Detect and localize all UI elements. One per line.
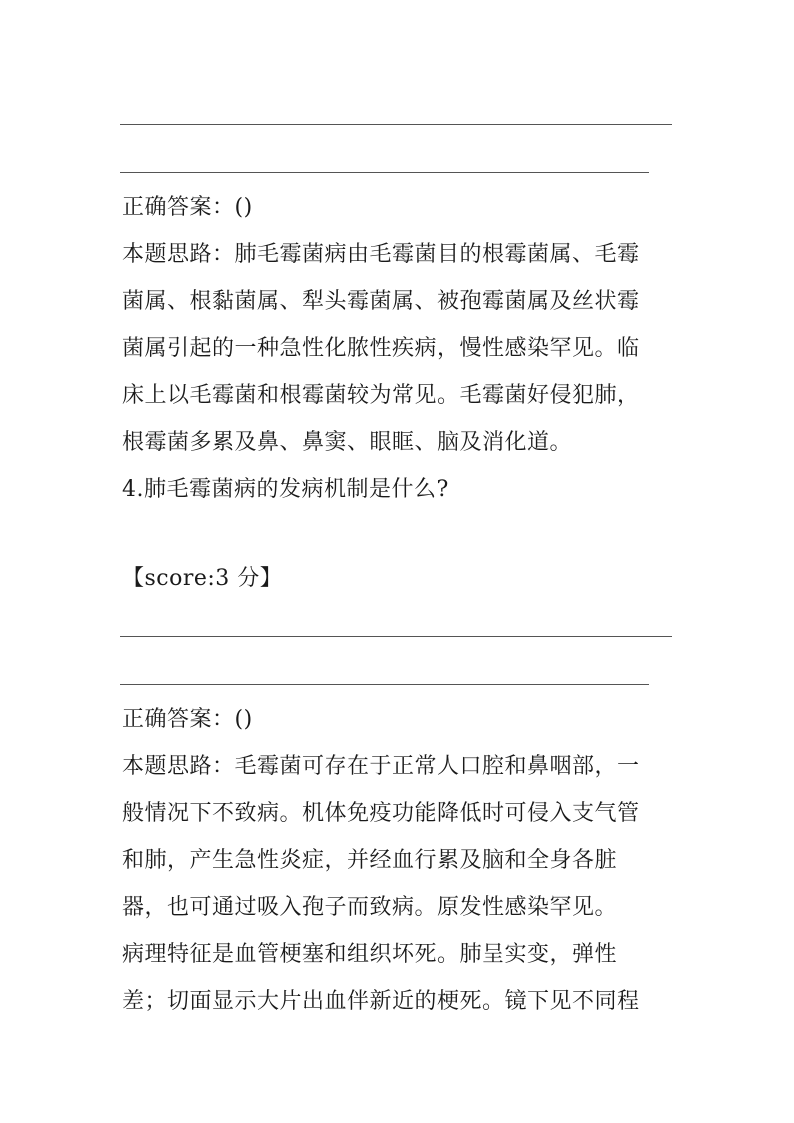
answer-blank-line — [120, 172, 649, 173]
answer-blank-line — [120, 684, 649, 685]
correct-answer-label: 正确答案：() — [122, 195, 253, 220]
explanation-line: 本题思路：肺毛霉菌病由毛霉菌目的根霉菌属、毛霉 — [122, 242, 640, 267]
correct-answer-label: 正确答案：() — [122, 707, 253, 732]
question-score: 【score:3 分】 — [122, 566, 283, 591]
answer-blank-line — [120, 636, 672, 637]
question-text: 4.肺毛霉菌病的发病机制是什么? — [122, 477, 449, 502]
explanation-line: 菌属、根黏菌属、犁头霉菌属、被孢霉菌属及丝状霉 — [122, 289, 640, 314]
explanation-line: 菌属引起的一种急性化脓性疾病，慢性感染罕见。临 — [122, 336, 640, 361]
explanation-line: 本题思路：毛霉菌可存在于正常人口腔和鼻咽部，一 — [122, 754, 640, 779]
explanation-line: 差；切面显示大片出血伴新近的梗死。镜下见不同程 — [122, 989, 640, 1014]
explanation-line: 般情况下不致病。机体免疫功能降低时可侵入支气管 — [122, 801, 640, 826]
explanation-line: 床上以毛霉菌和根霉菌较为常见。毛霉菌好侵犯肺， — [122, 383, 640, 408]
explanation-line: 根霉菌多累及鼻、鼻窦、眼眶、脑及消化道。 — [122, 430, 573, 455]
explanation-line: 病理特征是血管梗塞和组织坏死。肺呈实变，弹性 — [122, 942, 618, 967]
answer-blank-line — [120, 124, 672, 125]
explanation-line: 和肺，产生急性炎症，并经血行累及脑和全身各脏 — [122, 848, 618, 873]
explanation-line: 器，也可通过吸入孢子而致病。原发性感染罕见。 — [122, 895, 618, 920]
